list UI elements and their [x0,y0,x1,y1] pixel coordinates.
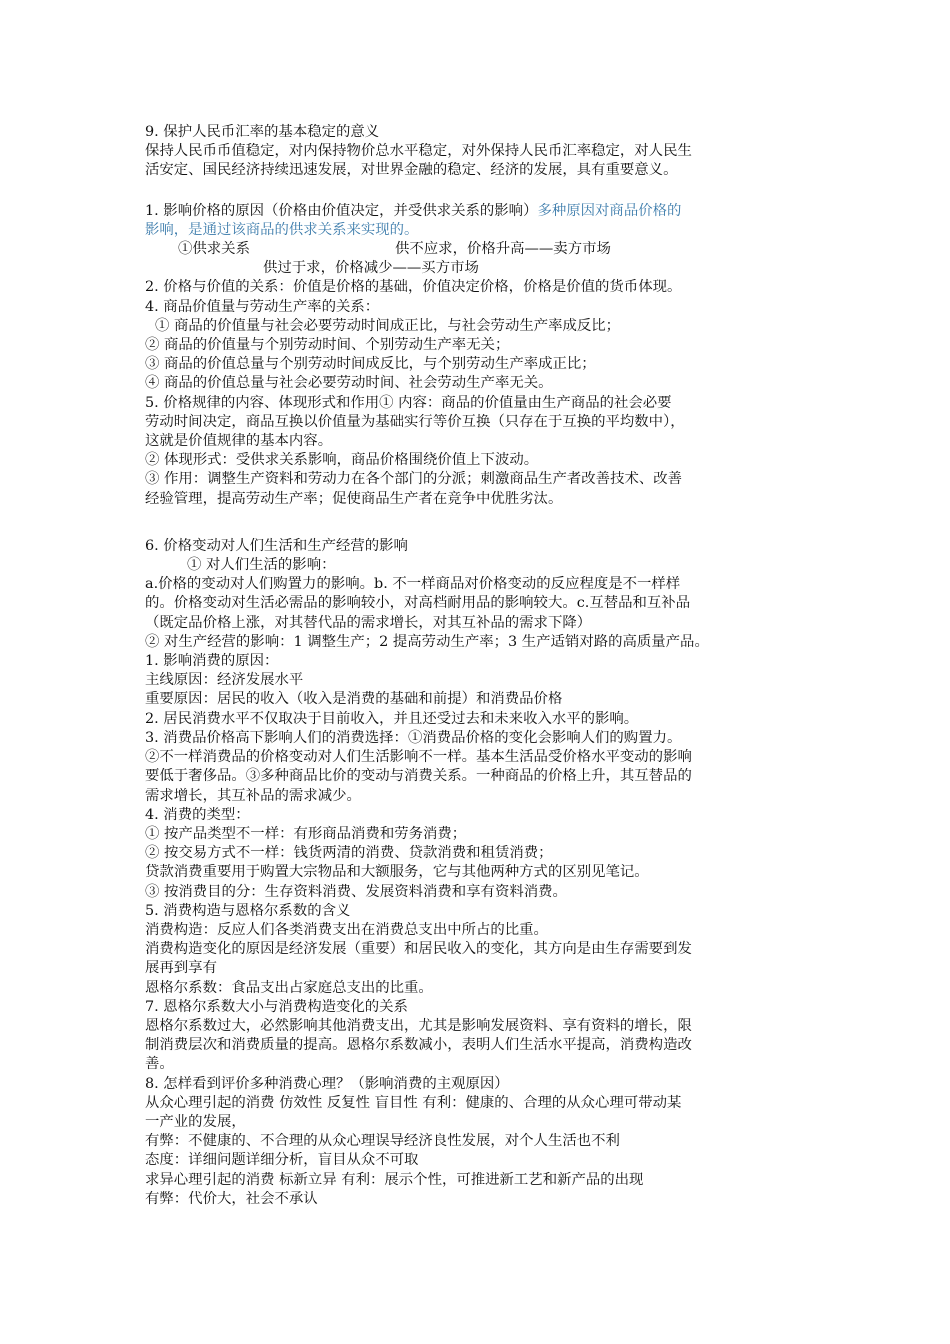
list-item: ② 按交易方式不一样：钱货两清的消费、贷款消费和租赁消费； [145,845,553,862]
heading-1-price-factors [145,202,810,221]
list-item: ② 体现形式：受供求关系影响，商品价格围绕价值上下波动。 [145,452,539,469]
heading-2: 2. 价格与价值的关系：价值是价格的基础，价值决定价格，价格是价值的货币体现。 [145,279,682,296]
paragraph-line: 主线原因：经济发展水平 [145,672,304,689]
heading-9: 9. 保护人民币汇率的基本稳定的意义 [145,124,380,140]
paragraph-line: 消费构造变化的原因是经济发展（重要）和居民收入的变化，其方向是由生存需要到发 [145,941,692,958]
paragraph-line: （既定品价格上涨，对其替代品的需求增长，对其互补品的需求下降） [145,614,592,631]
paragraph-line: 要低于奢侈品。③多种商品比价的变动与消费关系。一种商品的价格上升，其互替品的 [145,768,692,785]
paragraph-line: a.价格的变动对人们购置力的影响。b. 不一样商品对价格变动的反应程度是不一样样 [145,576,681,593]
paragraph-line: 一产业的发展， [145,1113,246,1130]
paragraph-line: 恩格尔系数过大，必然影响其他消费支出，尤其是影响发展资料、享有资料的增长，限 [145,1017,692,1034]
paragraph-line: ②不一样消费品的价格变动对人们生活影响不一样。基本生活品受价格水平变动的影响 [145,749,692,766]
heading-7: 7. 恩格尔系数大小与消费构造变化的关系 [145,998,408,1015]
highlight-text: 多种原因对商品价格的 [537,202,682,219]
highlight-text: 影响，是通过该商品的供求关系来实现的。 [145,221,419,238]
heading-2: 2. 居民消费水平不仅取决于目前收入，并且还受过去和未来收入水平的影响。 [145,710,639,727]
paragraph-line: 态度：详细问题详细分析，盲目从众不可取 [145,1152,419,1169]
heading-text: 1. 影响价格的原因（价格由价值决定，并受供求关系的影响） [145,202,538,219]
paragraph-line: 保持人民币币值稳定，对内保持物价总水平稳定，对外保持人民币汇率稳定，对人民生 [145,143,692,160]
paragraph-line: 这就是价值规律的基本内容。 [145,433,333,450]
paragraph-line: 恩格尔系数：食品支出占家庭总支出的比重。 [145,979,433,996]
heading-5: 5. 消费构造与恩格尔系数的含义 [145,902,351,919]
heading-4: 4. 消费的类型： [145,806,250,823]
paragraph-line: 重要原因：居民的收入（收入是消费的基础和前提）和消费品价格 [145,691,563,708]
paragraph-line: 需求增长，其互补品的需求减少。 [145,787,361,804]
list-item: ③ 作用：调整生产资料和劳动力在各个部门的分派；刺激商品生产者改善技术、改善 [145,471,683,488]
paragraph-line: 活安定、国民经济持续迅速发展，对世界金融的稳定、经济的发展，具有重要意义。 [145,162,678,179]
list-item: ④ 商品的价值总量与社会必要劳动时间、社会劳动生产率无关。 [145,375,553,392]
list-item: ③ 商品的价值总量与个别劳动时间成反比，与个别劳动生产率成正比； [145,356,596,373]
paragraph-line: 劳动时间决定，商品互换以价值量为基础实行等价互换（只存在于互换的平均数中）， [145,413,685,430]
paragraph-line: 经验管理，提高劳动生产率；促使商品生产者在竞争中优胜劣汰。 [145,490,563,507]
heading-5: 5. 价格规律的内容、体现形式和作用① 内容：商品的价值量由生产商品的社会必要 [145,394,672,411]
heading-1-consumption: 1. 影响消费的原因： [145,653,279,670]
paragraph-line: 制消费层次和消费质量的提高。恩格尔系数减小，表明人们生活水平提高，消费构造改 [145,1037,692,1054]
paragraph-line: 求异心理引起的消费 标新立异 有利：展示个性，可推进新工艺和新产品的出现 [145,1171,644,1188]
paragraph-line: 贷款消费重要用于购置大宗物品和大额服务，它与其他两种方式的区别见笔记。 [145,864,649,881]
supply-excess-text: 供过于求，价格减少——买方市场 [263,260,479,277]
heading-3: 3. 消费品价格高下影响人们的消费选择：①消费品价格的变化会影响人们的购置力。 [145,729,682,746]
list-item: ① 商品的价值量与社会必要劳动时间成正比，与社会劳动生产率成反比； [155,317,621,334]
paragraph-line: 有弊：代价大，社会不承认 [145,1190,318,1207]
list-item: ① 对人们生活的影响： [187,557,336,574]
list-item: ③ 按消费目的分：生存资料消费、发展资料消费和享有资料消费。 [145,883,567,900]
list-item: ① 按产品类型不一样：有形商品消费和劳务消费； [145,825,467,842]
heading-4: 4. 商品价值量与劳动生产率的关系： [145,298,380,315]
heading-8: 8. 怎样看到评价多种消费心理？（影响消费的主观原因） [145,1075,509,1092]
paragraph-line: 消费构造：反应人们各类消费支出在消费总支出中所占的比重。 [145,921,548,938]
paragraph-line: 有弊：不健康的、不合理的从众心理误导经济良性发展，对个人生活也不利 [145,1133,620,1150]
supply-demand-row [145,240,810,259]
paragraph-line: 展再到享有 [145,960,217,977]
supply-short-text: 供不应求，价格升高——卖方市场 [395,241,611,258]
heading-6: 6. 价格变动对人们生活和生产经营的影响 [145,537,408,554]
list-item: ② 对生产经营的影响：1 调整生产；2 提高劳动生产率；3 生产适销对路的高质量产品。 [145,633,709,650]
paragraph-line: 的。价格变动对生活必需品的影响较小，对高档耐用品的影响较大。c.互替品和互补品 [145,595,691,612]
list-item: ② 商品的价值量与个别劳动时间、个别劳动生产率无关； [145,337,510,354]
supply-demand-label: ①供求关系 [178,241,250,258]
paragraph-line: 善。 [145,1056,174,1073]
document-page [145,123,810,1209]
paragraph-line: 从众心理引起的消费 仿效性 反复性 盲目性 有利：健康的、合理的从众心理可带动某 [145,1094,682,1111]
